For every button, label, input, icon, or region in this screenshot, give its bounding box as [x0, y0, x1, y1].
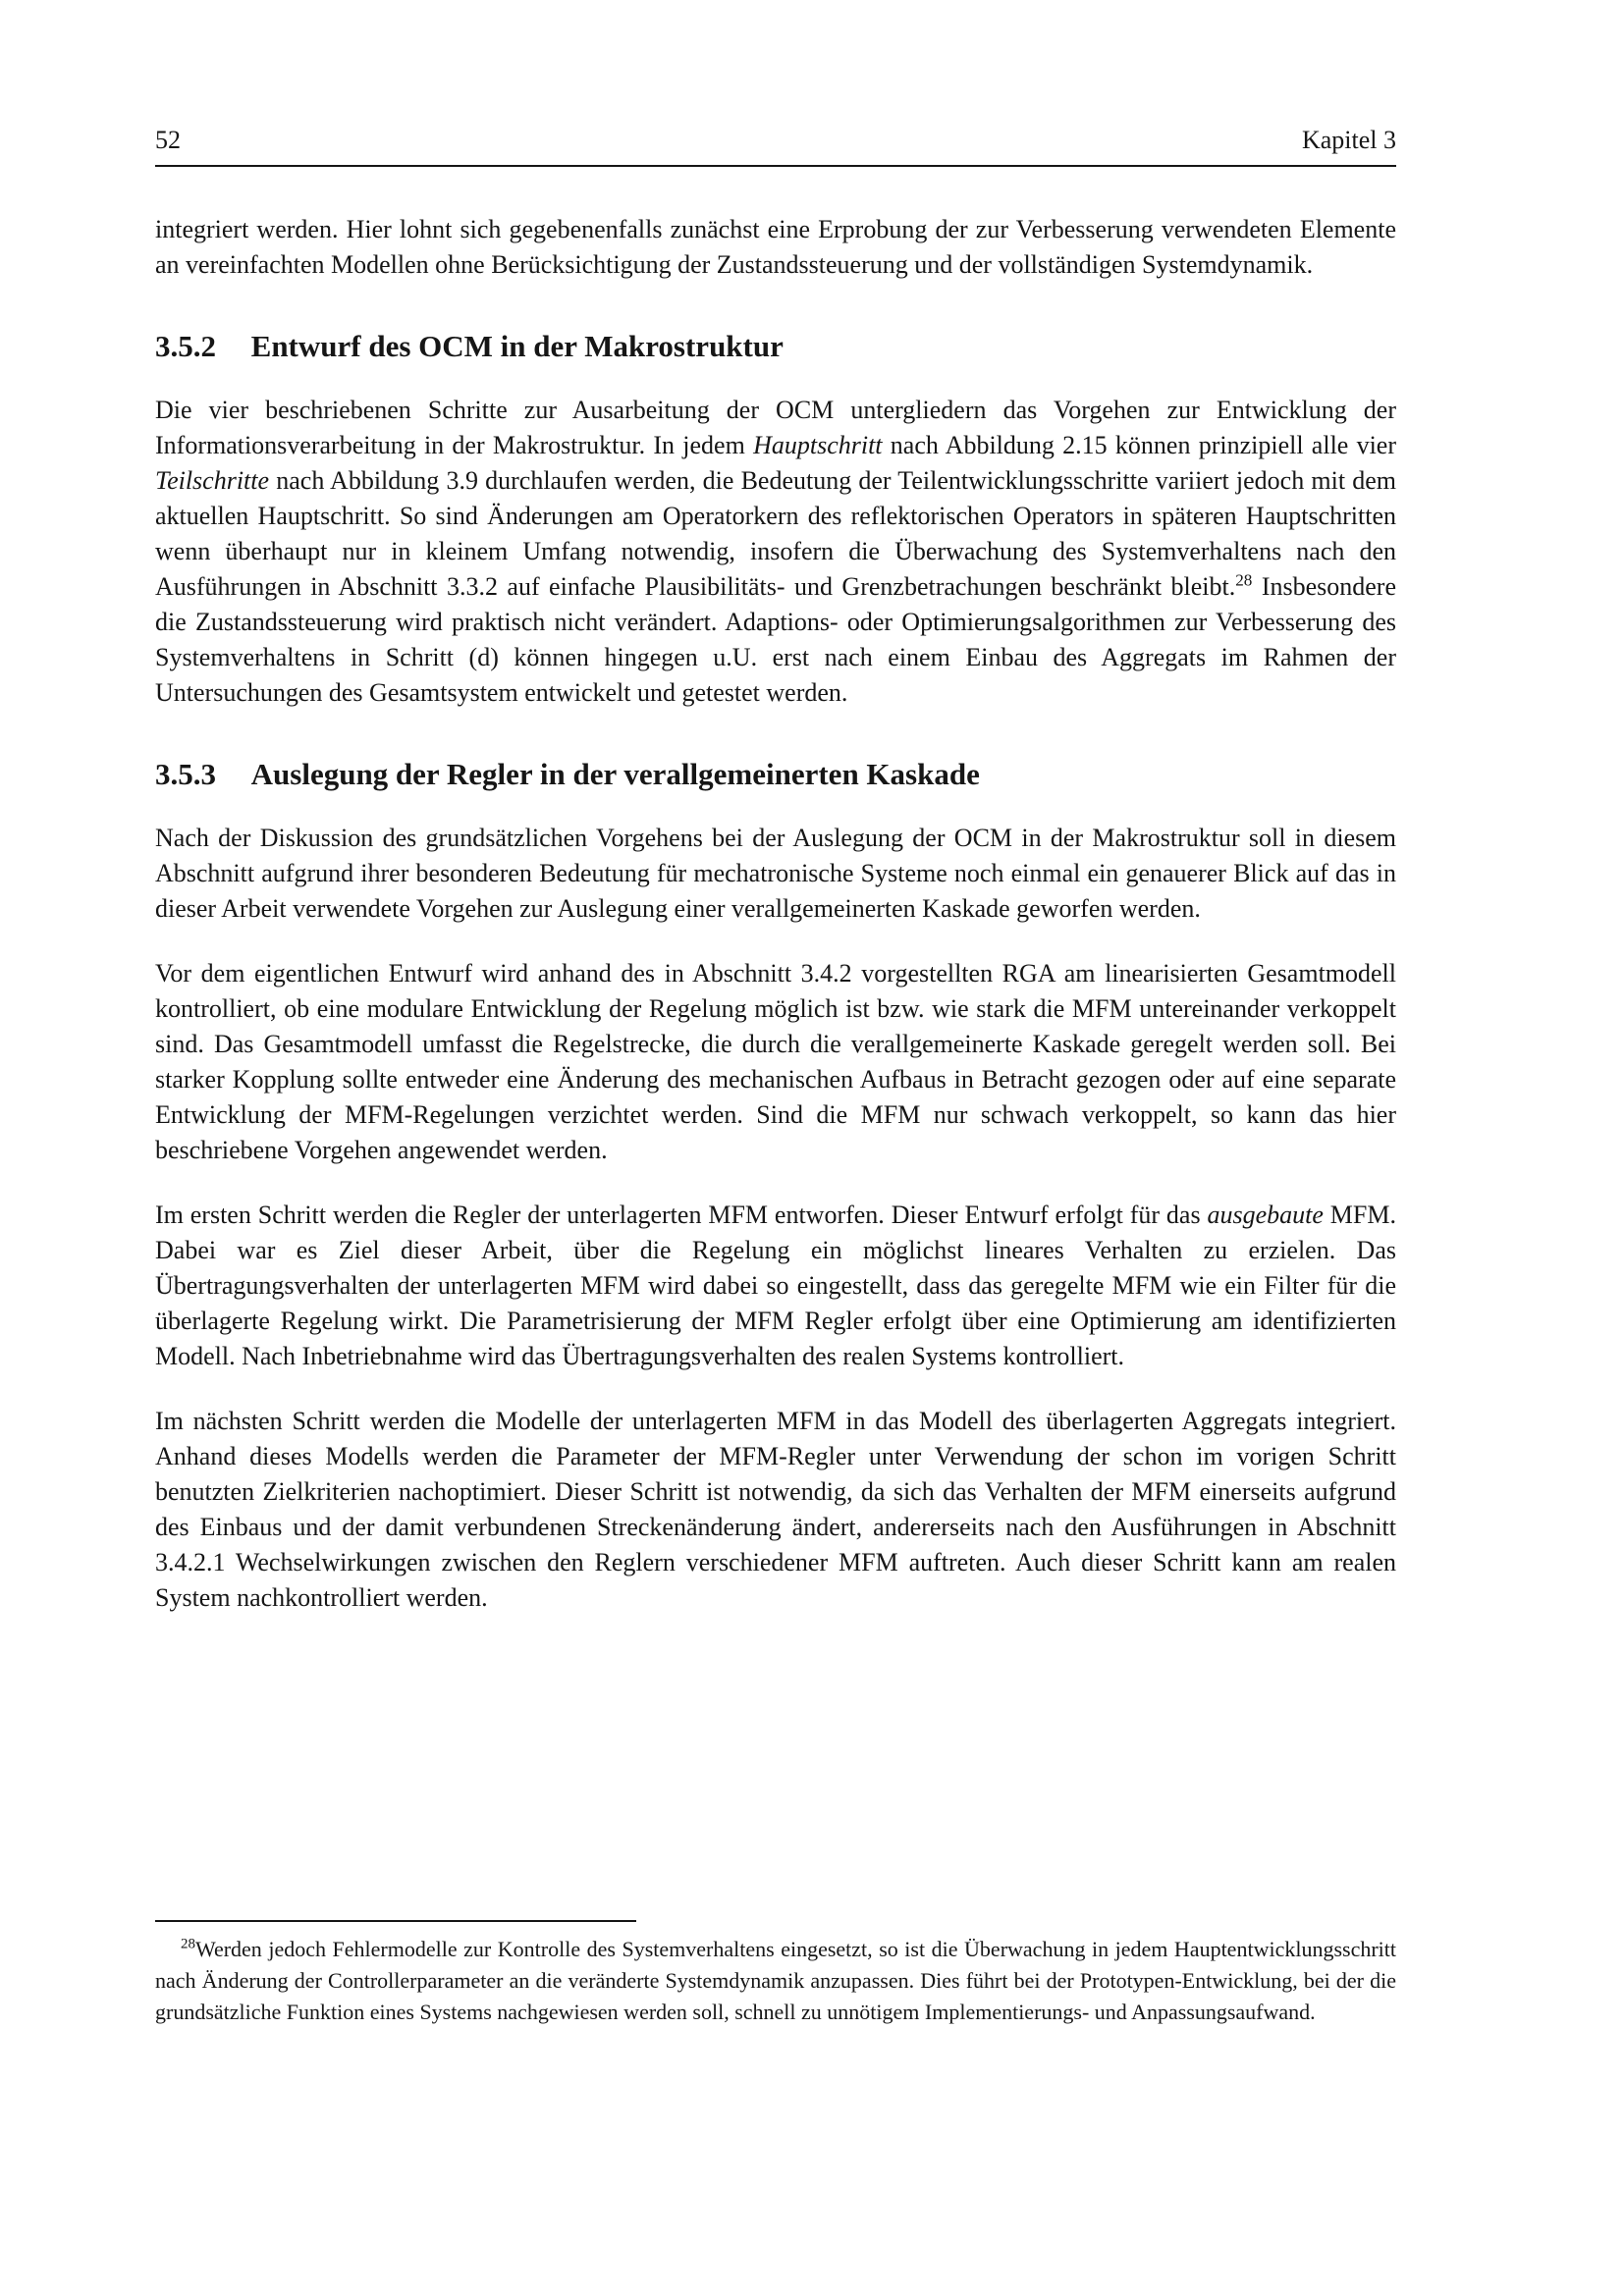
section-number: 3.5.3: [155, 757, 216, 791]
emphasized-text: ausgebaute: [1207, 1201, 1324, 1229]
para-intro-continuation: [155, 212, 1396, 283]
text-run: nach Abbildung 2.15 können prinzipiell alle vier: [882, 431, 1397, 459]
text-run: Vor dem eigentlichen Entwurf wird anhand des in Abschnitt 3.4.2 vorgestellten RGA am linearisierten Gesamtmodell kontrolliert, ob eine modulare Entwicklung der Regelung möglich ist bzw. wie stark die MFM untereinander verkoppelt sind. Das Gesamtmodell umfasst die Regelstrecke, die durch die verallgemeinerte Kaskade geregelt werden soll. Bei starker Kopplung sollte entweder eine Änderung des mechanischen Aufbaus in Betracht gezogen oder auf eine separate Entwicklung der MFM-Regelungen verzichtet werden. Sind die MFM nur schwach verkoppelt, so kann das hier beschriebene Vorgehen angewendet werden.: [155, 959, 1396, 1164]
footnote-reference: 28: [1235, 570, 1253, 590]
section-number: 3.5.2: [155, 329, 216, 363]
para-rga-kontrolle: [155, 956, 1396, 1168]
section-heading-3-5-2: [155, 328, 1396, 365]
page-body: [155, 212, 1396, 1616]
text-run: MFM. Dabei war es Ziel dieser Arbeit, über die Regelung ein möglichst lineares Verhalten zu erzielen. Das Übertragungsverhalten der unterlagerten MFM wird dabei so eingestellt, dass das geregelte MFM wie ein Filter für die überlagerte Regelung wirkt. Die Parametrisierung der MFM Regler erfolgt über eine Optimierung am identifizierten Modell. Nach Inbetriebnahme wird das Übertragungsverhalten des realen Systems kontrolliert.: [155, 1201, 1396, 1370]
section-title: Entwurf des OCM in der Makrostruktur: [250, 329, 784, 363]
footnote-marker: 28: [181, 1936, 195, 1952]
para-ocm-makrostruktur: [155, 393, 1396, 711]
para-erster-schritt: [155, 1198, 1396, 1374]
emphasized-text: Teilschritte: [155, 466, 270, 495]
page-number: 52: [155, 126, 181, 154]
text-run: Im nächsten Schritt werden die Modelle der unterlagerten MFM in das Modell des überlagerten Aggregats integriert. Anhand dieses Modells werden die Parameter der MFM-Regler unter Verwendung der schon im vorigen Schritt benutzten Zielkriterien nachoptimiert. Dieser Schritt ist notwendig, da sich das Verhalten der MFM einerseits aufgrund des Einbaus und der damit verbundenen Streckenänderung ändert, andererseits nach den Ausführungen in Abschnitt 3.4.2.1 Wechselwirkungen zwischen den Reglern verschiedener MFM auftreten. Auch dieser Schritt kann am realen System nachkontrolliert werden.: [155, 1407, 1396, 1612]
text-run: integriert werden. Hier lohnt sich gegebenenfalls zunächst eine Erprobung der zur Verbesserung verwendeten Elemente an vereinfachten Modellen ohne Berücksichtigung der Zustandssteuerung und der vollständigen Systemdynamik.: [155, 215, 1396, 279]
chapter-header: Kapitel 3: [1301, 126, 1396, 154]
footnote-separator-rule: [155, 1920, 636, 1922]
para-naechster-schritt: [155, 1404, 1396, 1616]
footnote-text: [155, 1934, 1396, 2028]
section-heading-3-5-3: [155, 756, 1396, 793]
text-run: Im ersten Schritt werden die Regler der unterlagerten MFM entworfen. Dieser Entwurf erfolgt für das: [155, 1201, 1208, 1229]
footnote-area: [155, 1920, 1396, 2028]
para-auslegung-einleitung: [155, 821, 1396, 927]
running-header: [155, 126, 1396, 167]
text-run: Die vier beschriebenen Schritte zur Ausarbeitung der OCM untergliedern das Vorgehen zur Entwicklung der Informationsverarbeitung in der Makrostruktur. In jedem: [155, 396, 1396, 459]
footnote-body: Werden jedoch Fehlermodelle zur Kontrolle des Systemverhaltens eingesetzt, so ist die Überwachung in jedem Hauptentwicklungsschritt nach Änderung der Controllerparameter an die veränderte Systemdynamik anzupassen. Dies führt bei der Prototypen-Entwicklung, bei der die grundsätzliche Funktion eines Systems nachgewiesen werden soll, schnell zu unnötigem Implementierungs- und Anpassungsaufwand.: [155, 1937, 1396, 2024]
text-run: nach Abbildung 3.9 durchlaufen werden, die Bedeutung der Teilentwicklungsschritte variiert jedoch mit dem aktuellen Hauptschritt. So sind Änderungen am Operatorkern des reflektorischen Operators in späteren Hauptschritten wenn überhaupt nur in kleinem Umfang notwendig, insofern die Überwachung des Systemverhaltens nach den Ausführungen in Abschnitt 3.3.2 auf einfache Plausibilitäts- und Grenzbetrachungen beschränkt bleibt.: [155, 466, 1396, 601]
text-run: Nach der Diskussion des grundsätzlichen Vorgehens bei der Auslegung der OCM in der Makrostruktur soll in diesem Abschnitt aufgrund ihrer besonderen Bedeutung für mechatronische Systeme noch einmal ein genauerer Blick auf das in dieser Arbeit verwendete Vorgehen zur Auslegung einer verallgemeinerten Kaskade geworfen werden.: [155, 824, 1396, 923]
section-title: Auslegung der Regler in der verallgemeinerten Kaskade: [250, 757, 980, 791]
text-run: Insbesondere die Zustandssteuerung wird praktisch nicht verändert. Adaptions- oder Optimierungsalgorithmen zur Verbesserung des Systemverhaltens in Schritt (d) können hingegen u.U. erst nach einem Einbau des Aggregats im Rahmen der Untersuchungen des Gesamtsystem entwickelt und getestet werden.: [155, 572, 1396, 707]
emphasized-text: Hauptschritt: [753, 431, 883, 459]
